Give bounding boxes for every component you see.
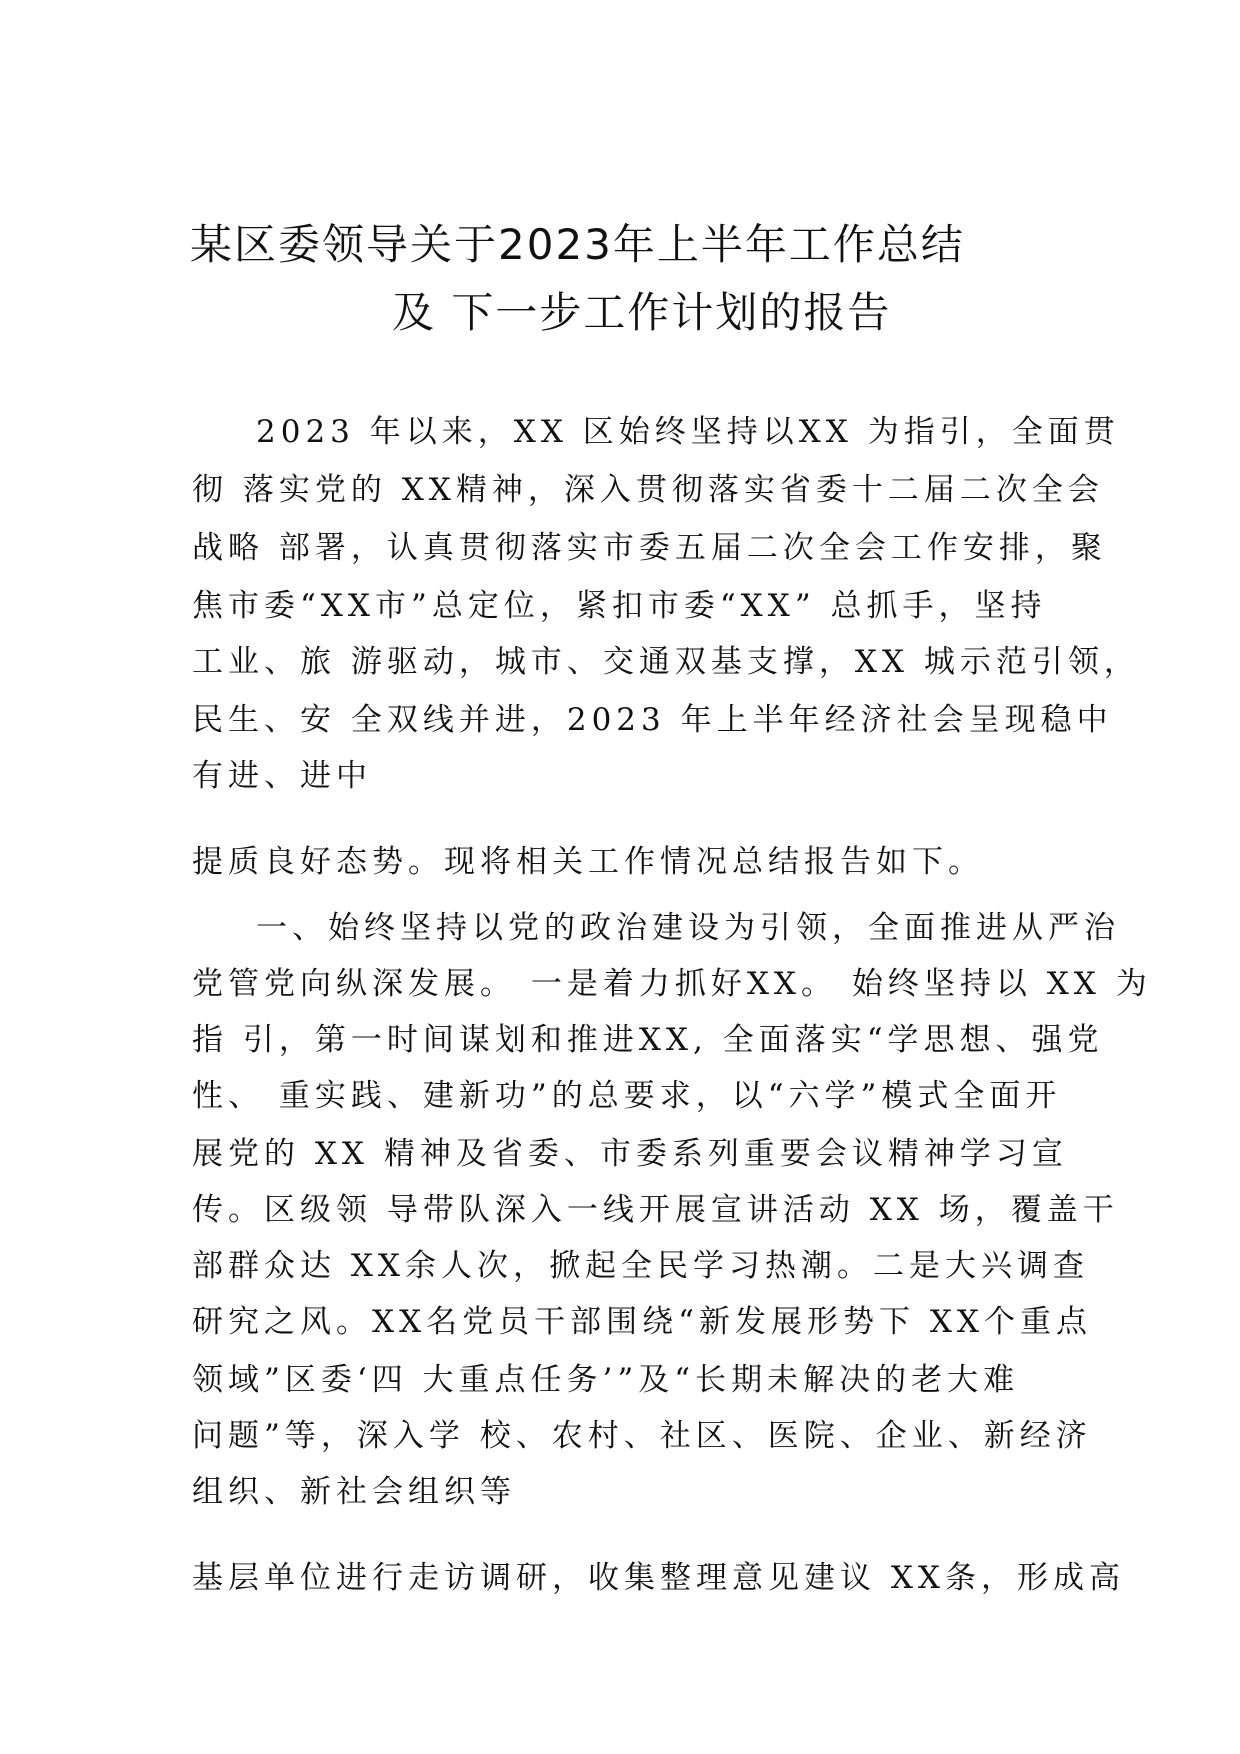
paragraph-3-line-10: 问题”等，深入学 校、农村、社区、医院、企业、新经济 [192,1418,1092,1454]
paragraph-3-line-4: 性、 重实践、建新功”的总要求，以“六学”模式全面开 [192,1078,1062,1114]
paragraph-1-line-7: 有进、进中 [192,758,372,794]
paragraph-3-line-3: 指 引，第一时间谋划和推进XX, 全面落实“学思想、强党 [192,1022,1104,1058]
document-title-line-1: 某区委领导关于2023年上半年工作总结 [190,220,965,269]
paragraph-3-line-11: 组织、新社会组织等 [192,1474,516,1510]
paragraph-1-line-3: 战略 部署，认真贯彻落实市委五届二次全会工作安排，聚 [192,530,1107,566]
paragraph-3-line-9: 领域”区委‘四 大重点任务’”及“长期未解决的老大难 [192,1362,1020,1398]
paragraph-3-line-2: 党管党向纵深发展。 一是着力抓好XX。 始终坚持以 XX 为 [192,966,1152,1002]
document-title-line-2: 及 下一步工作计划的报告 [392,288,892,337]
paragraph-3-line-6: 传。区级领 导带队深入一线开展宣讲活动 XX 场，覆盖干 [192,1192,1119,1228]
paragraph-3-line-7: 部群众达 XX余人次，掀起全民学习热潮。二是大兴调查 [192,1248,1089,1284]
paragraph-4: 基层单位进行走访调研，收集整理意见建议 XX条，形成高 [192,1560,1125,1596]
paragraph-1-line-5: 工业、旅 游驱动，城市、交通双基支撑，XX 城示范引领， [192,644,1140,680]
paragraph-2: 提质良好态势。现将相关工作情况总结报告如下。 [192,844,984,880]
paragraph-1-line-2: 彻 落实党的 XX精神，深入贯彻落实省委十二届二次全会 [192,472,1104,508]
paragraph-1-line-6: 民生、安 全双线并进，2023 年上半年经济社会呈现稳中 [192,702,1113,738]
paragraph-3-line-8: 研究之风。XX名党员干部围绕“新发展形势下 XX个重点 [192,1304,1092,1340]
paragraph-3-line-1: 一、始终坚持以党的政治建设为引领，全面推进从严治 [256,910,1120,946]
paragraph-3-line-5: 展党的 XX 精神及省委、市委系列重要会议精神学习宣 [192,1136,1068,1172]
paragraph-1-line-1: 2023 年以来，XX 区始终坚持以XX 为指引，全面贯 [256,414,1120,450]
paragraph-1-line-4: 焦市委“XX市”总定位，紧扣市委“XX” 总抓手，坚持 [192,588,1047,624]
